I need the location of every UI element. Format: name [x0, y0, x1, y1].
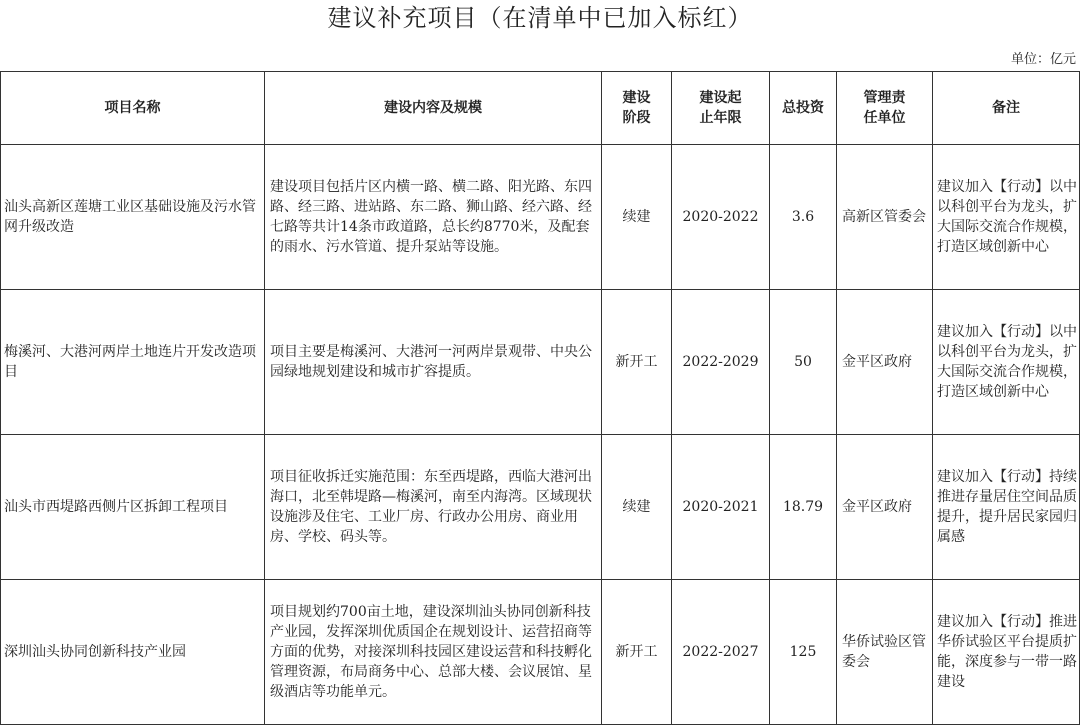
- cell-unit: 金平区政府: [837, 290, 933, 435]
- cell-years: 2020-2022: [672, 145, 770, 290]
- cell-stage: 新开工: [602, 290, 672, 435]
- cell-content: 项目征收拆迁实施范围：东至西堤路，西临大港河出海口，北至韩堤路—梅溪河，南至内海湾。区域现状设施涉及住宅、工业厂房、行政办公用房、商业用房、学校、码头等。: [265, 435, 602, 580]
- cell-content: 建设项目包括片区内横一路、横二路、阳光路、东四路、经三路、进站路、东二路、狮山路、经六路、经七路等共计14条市政道路，总长约8770米，及配套的雨水、污水管道、提升泵站等设施。: [265, 145, 602, 290]
- table-row: [1, 145, 1080, 290]
- cell-stage: 续建: [602, 435, 672, 580]
- header-content: 建设内容及规模: [265, 72, 602, 145]
- cell-investment: 3.6: [770, 145, 837, 290]
- table-row: [1, 435, 1080, 580]
- cell-content: 项目规划约700亩土地，建设深圳汕头协同创新科技产业园，发挥深圳优质国企在规划设计、运营招商等方面的优势，对接深圳科技园区建设运营和科技孵化管理资源，布局商务中心、总部大楼、会议展馆、星级酒店等功能单元。: [265, 580, 602, 725]
- cell-stage: 续建: [602, 145, 672, 290]
- cell-stage: 新开工: [602, 580, 672, 725]
- table-header-row: [1, 72, 1080, 145]
- header-investment: 总投资: [770, 72, 837, 145]
- cell-unit: 金平区政府: [837, 435, 933, 580]
- cell-note: 建议加入【行动】以中以科创平台为龙头，扩大国际交流合作规模，打造区域创新中心: [933, 290, 1080, 435]
- header-unit: 管理责 任单位: [837, 72, 933, 145]
- cell-years: 2022-2029: [672, 290, 770, 435]
- cell-unit: 高新区管委会: [837, 145, 933, 290]
- cell-project-name: 深圳汕头协同创新科技产业园: [1, 580, 265, 725]
- cell-content: 项目主要是梅溪河、大港河一河两岸景观带、中央公园绿地规划建设和城市扩容提质。: [265, 290, 602, 435]
- cell-project-name: 汕头高新区莲塘工业区基础设施及污水管网升级改造: [1, 145, 265, 290]
- project-table: [0, 71, 1080, 725]
- cell-note: 建议加入【行动】以中以科创平台为龙头，扩大国际交流合作规模，打造区域创新中心: [933, 145, 1080, 290]
- cell-investment: 18.79: [770, 435, 837, 580]
- header-years: 建设起 止年限: [672, 72, 770, 145]
- header-project-name: 项目名称: [1, 72, 265, 145]
- unit-label: 单位：亿元: [1010, 52, 1076, 67]
- cell-note: 建议加入【行动】持续推进存量居住空间品质提升，提升居民家园归属感: [933, 435, 1080, 580]
- document-title: 建议补充项目（在清单中已加入标红）: [327, 4, 753, 32]
- cell-project-name: 汕头市西堤路西侧片区拆卸工程项目: [1, 435, 265, 580]
- header-stage: 建设 阶段: [602, 72, 672, 145]
- cell-note: 建议加入【行动】推进华侨试验区平台提质扩能，深度参与一带一路建设: [933, 580, 1080, 725]
- cell-unit: 华侨试验区管委会: [837, 580, 933, 725]
- cell-investment: 50: [770, 290, 837, 435]
- cell-years: 2020-2021: [672, 435, 770, 580]
- cell-years: 2022-2027: [672, 580, 770, 725]
- cell-project-name: 梅溪河、大港河两岸土地连片开发改造项目: [1, 290, 265, 435]
- header-note: 备注: [933, 72, 1080, 145]
- table-row: [1, 290, 1080, 435]
- cell-investment: 125: [770, 580, 837, 725]
- table-row: [1, 580, 1080, 725]
